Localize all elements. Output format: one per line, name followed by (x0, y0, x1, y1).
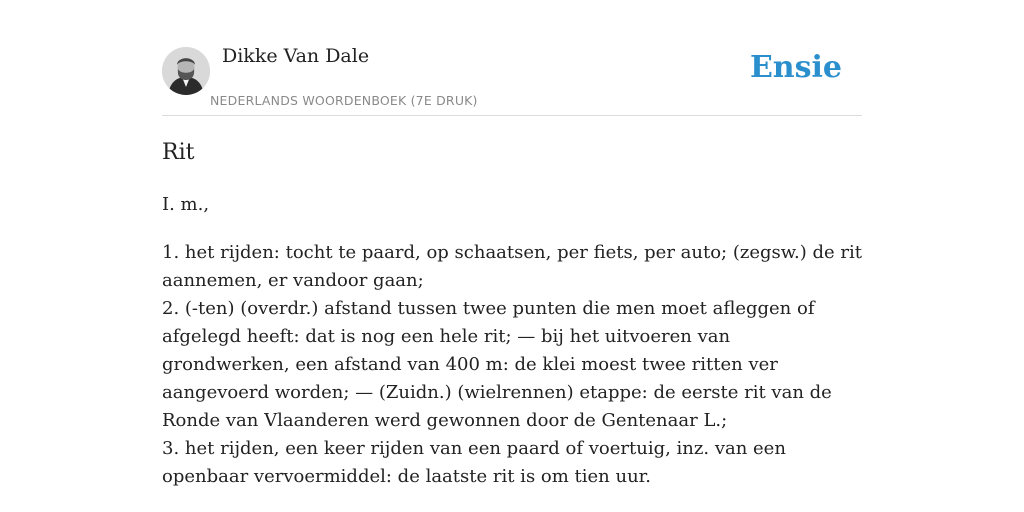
definition-item: 1. het rijden: tocht te paard, op schaatsen, per fiets, per auto; (zegsw.) de rit aannemen, er vandoor gaan; (162, 242, 862, 291)
entry-header (162, 0, 862, 116)
definition-item: 3. het rijden, een keer rijden van een paard of voertuig, inz. van een openbaar vervoermiddel: de laatste rit is om tien uur. (162, 438, 786, 487)
portrait-image (162, 47, 210, 95)
author-name[interactable]: Dikke Van Dale (222, 45, 370, 67)
author-avatar[interactable] (162, 47, 210, 95)
dictionary-source: NEDERLANDS WOORDENBOEK (7E DRUK) (210, 93, 478, 108)
definition-list (162, 239, 862, 491)
ensie-logo[interactable]: Ensie (749, 50, 842, 85)
definition-item: 2. (-ten) (overdr.) afstand tussen twee punten die men moet afleggen of afgelegd heeft: dat is nog een hele rit; — bij het uitvoeren van grondwerken, een afstand van 400 m: de klei moest twee ritten ver aangevoerd worden; — (Zuidn.) (wielrennen) etappe: de eerste rit van de Ronde van Vlaanderen werd gewonnen door de Gentenaar L.; (162, 298, 832, 431)
headword: Rit (162, 140, 195, 165)
grammar-label: I. m., (162, 194, 210, 215)
entry-card (162, 0, 862, 487)
